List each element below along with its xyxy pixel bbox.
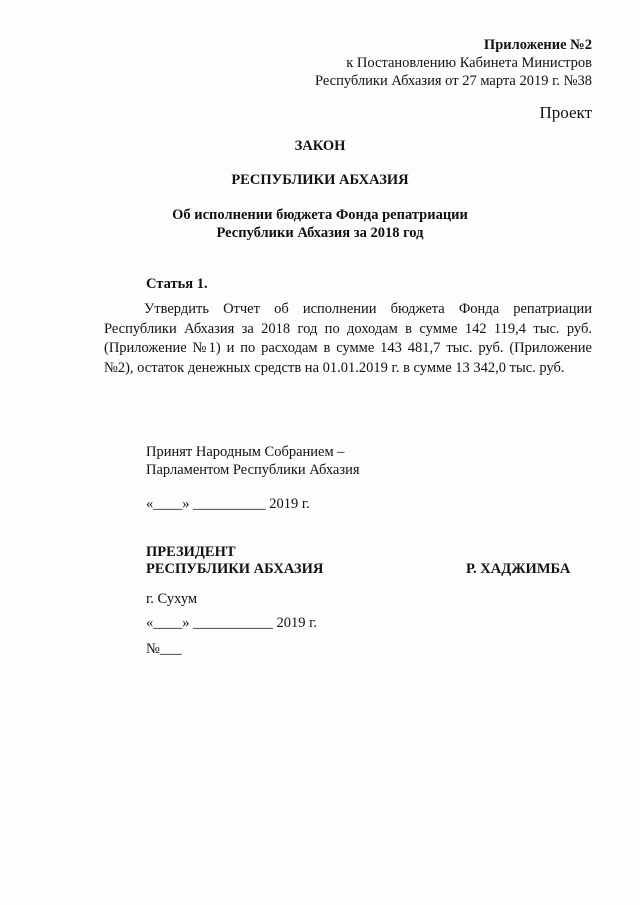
president-name: Р. ХАДЖИМБА: [466, 561, 571, 577]
article-heading: Статья 1.: [146, 276, 208, 292]
republic-title: РЕСПУБЛИКИ АБХАЗИЯ: [231, 172, 409, 188]
president-title-line-2: РЕСПУБЛИКИ АБХАЗИЯ: [146, 561, 324, 577]
president-title-line-1: ПРЕЗИДЕНТ: [146, 544, 236, 560]
appendix-title: Приложение №2: [483, 37, 592, 53]
signing-date: «____» ___________ 2019 г.: [146, 615, 318, 631]
article-text: Утвердить Отчет об исполнении бюджета Фонда репатриации Республики Абхазия за 2018 год по доходам в сумме 142 119,4 тыс. руб. (Приложение №1) и по расходам в сумме 143 481,7 тыс. руб. (Приложение №2), остаток денежных средств на 01.01.2019 г. в сумме 13 342,0 тыс. руб.: [104, 301, 592, 376]
adoption-line-2: Парламентом Республики Абхазия: [146, 462, 360, 478]
law-subtitle-line-2: Республики Абхазия за 2018 год: [216, 225, 424, 241]
appendix-reference-line-1: к Постановлению Кабинета Министров: [346, 55, 592, 71]
law-title: ЗАКОН: [294, 138, 346, 154]
adoption-line-1: Принят Народным Собранием –: [146, 444, 345, 460]
appendix-reference-line-2: Республики Абхазия от 27 марта 2019 г. №38: [314, 73, 592, 89]
draft-label: Проект: [539, 103, 592, 122]
document-number: №___: [146, 641, 182, 657]
city: г. Сухум: [146, 591, 198, 607]
adoption-date: «____» __________ 2019 г.: [146, 496, 310, 512]
law-subtitle-line-1: Об исполнении бюджета Фонда репатриации: [172, 207, 468, 223]
